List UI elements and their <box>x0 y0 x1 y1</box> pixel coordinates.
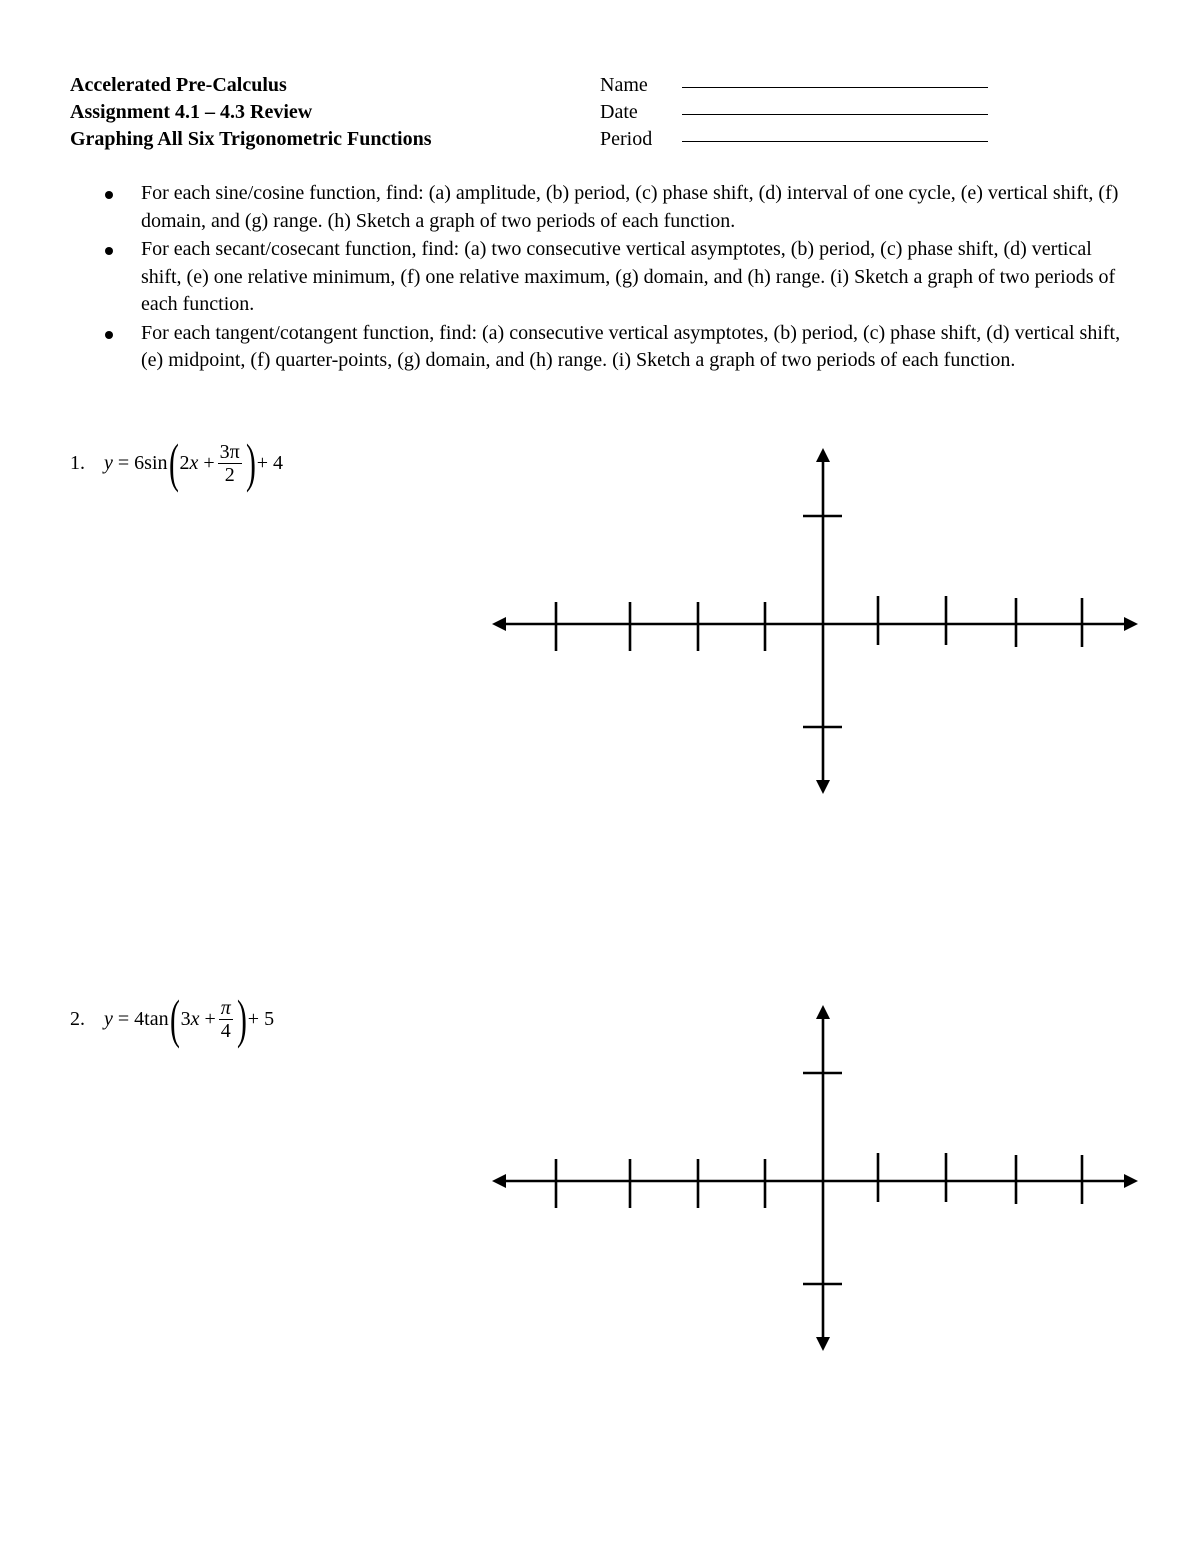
y-axis-down-arrow <box>816 1337 830 1351</box>
date-label: Date <box>600 101 638 123</box>
x-axis-right-arrow <box>1124 1174 1138 1188</box>
fraction-denominator: 2 <box>224 463 235 486</box>
eq-fraction <box>218 441 242 486</box>
y-axis-down-arrow <box>816 780 830 794</box>
eq-coefficient: 4 <box>134 1007 145 1030</box>
instructions-list <box>100 180 1125 376</box>
eq-equals: = <box>117 451 130 474</box>
x-axis-right-arrow <box>1124 617 1138 631</box>
x-axis-left-arrow <box>492 617 506 631</box>
fraction-denominator: 4 <box>220 1019 231 1042</box>
graph-axes-2 <box>490 1001 1140 1355</box>
graph-axes-1 <box>490 444 1140 798</box>
eq-function: tan <box>144 1007 169 1030</box>
instruction-tangent-cotangent: For each tangent/cotangent function, find: (a) consecutive vertical asymptotes, (b) period, (c) phase shift, (d) vertical shift, (e) midpoint, (f) quarter-points, (g) domain, and (h) range. (i) Sketch a graph of two periods of each function. <box>100 320 1125 375</box>
right-paren: ) <box>245 433 256 493</box>
period-field <box>600 126 988 153</box>
eq-function: sin <box>144 451 168 474</box>
eq-plus: + <box>204 1007 216 1030</box>
eq-inner-coefficient: 2 <box>179 451 190 474</box>
right-paren: ) <box>236 989 247 1049</box>
instruction-secant-cosecant: For each secant/cosecant function, find: (a) two consecutive vertical asymptotes, (b) period, (c) phase shift, (d) vertical shift, (e) one relative minimum, (f) one relative maximum, (g) domain, and (h) range. (i) Sketch a graph of two periods of each function. <box>100 236 1125 319</box>
eq-variable: x <box>190 1007 200 1030</box>
eq-y: y <box>104 1007 113 1030</box>
eq-coefficient: 6 <box>134 451 145 474</box>
period-blank-line[interactable] <box>682 141 988 142</box>
problem-1 <box>70 433 284 493</box>
eq-inner-coefficient: 3 <box>180 1007 191 1030</box>
eq-vertical-shift: 5 <box>264 1007 275 1030</box>
name-field <box>600 72 988 99</box>
eq-variable: x <box>189 451 199 474</box>
fraction-numerator: π <box>220 996 231 1019</box>
y-axis-up-arrow <box>816 1005 830 1019</box>
fraction-numerator: 3π <box>219 440 240 463</box>
left-paren: ( <box>168 433 179 493</box>
header-title-block <box>70 72 432 153</box>
eq-y: y <box>104 451 113 474</box>
assignment-title: Assignment 4.1 – 4.3 Review <box>70 101 313 123</box>
eq-equals: = <box>117 1007 130 1030</box>
date-field <box>600 99 988 126</box>
eq-vertical-shift: 4 <box>273 451 284 474</box>
x-axis-left-arrow <box>492 1174 506 1188</box>
date-blank-line[interactable] <box>682 114 988 115</box>
eq-fraction <box>219 997 233 1042</box>
topic-title: Graphing All Six Trigonometric Functions <box>70 128 432 150</box>
problem-equation <box>104 433 284 493</box>
problem-number: 2. <box>70 1007 85 1030</box>
eq-outer-plus: + <box>256 451 269 474</box>
name-blank-line[interactable] <box>682 87 988 88</box>
course-title: Accelerated Pre-Calculus <box>70 74 287 96</box>
eq-outer-plus: + <box>247 1007 260 1030</box>
problem-equation <box>104 989 275 1049</box>
problem-number: 1. <box>70 451 85 474</box>
period-label: Period <box>600 128 653 150</box>
problem-2 <box>70 989 275 1049</box>
left-paren: ( <box>169 989 180 1049</box>
eq-plus: + <box>203 451 215 474</box>
y-axis-up-arrow <box>816 448 830 462</box>
name-label: Name <box>600 74 648 96</box>
instruction-sine-cosine: For each sine/cosine function, find: (a) amplitude, (b) period, (c) phase shift, (d) interval of one cycle, (e) vertical shift, (f) domain, and (g) range. (h) Sketch a graph of two periods of each function. <box>100 180 1125 235</box>
student-info-fields <box>600 72 988 153</box>
